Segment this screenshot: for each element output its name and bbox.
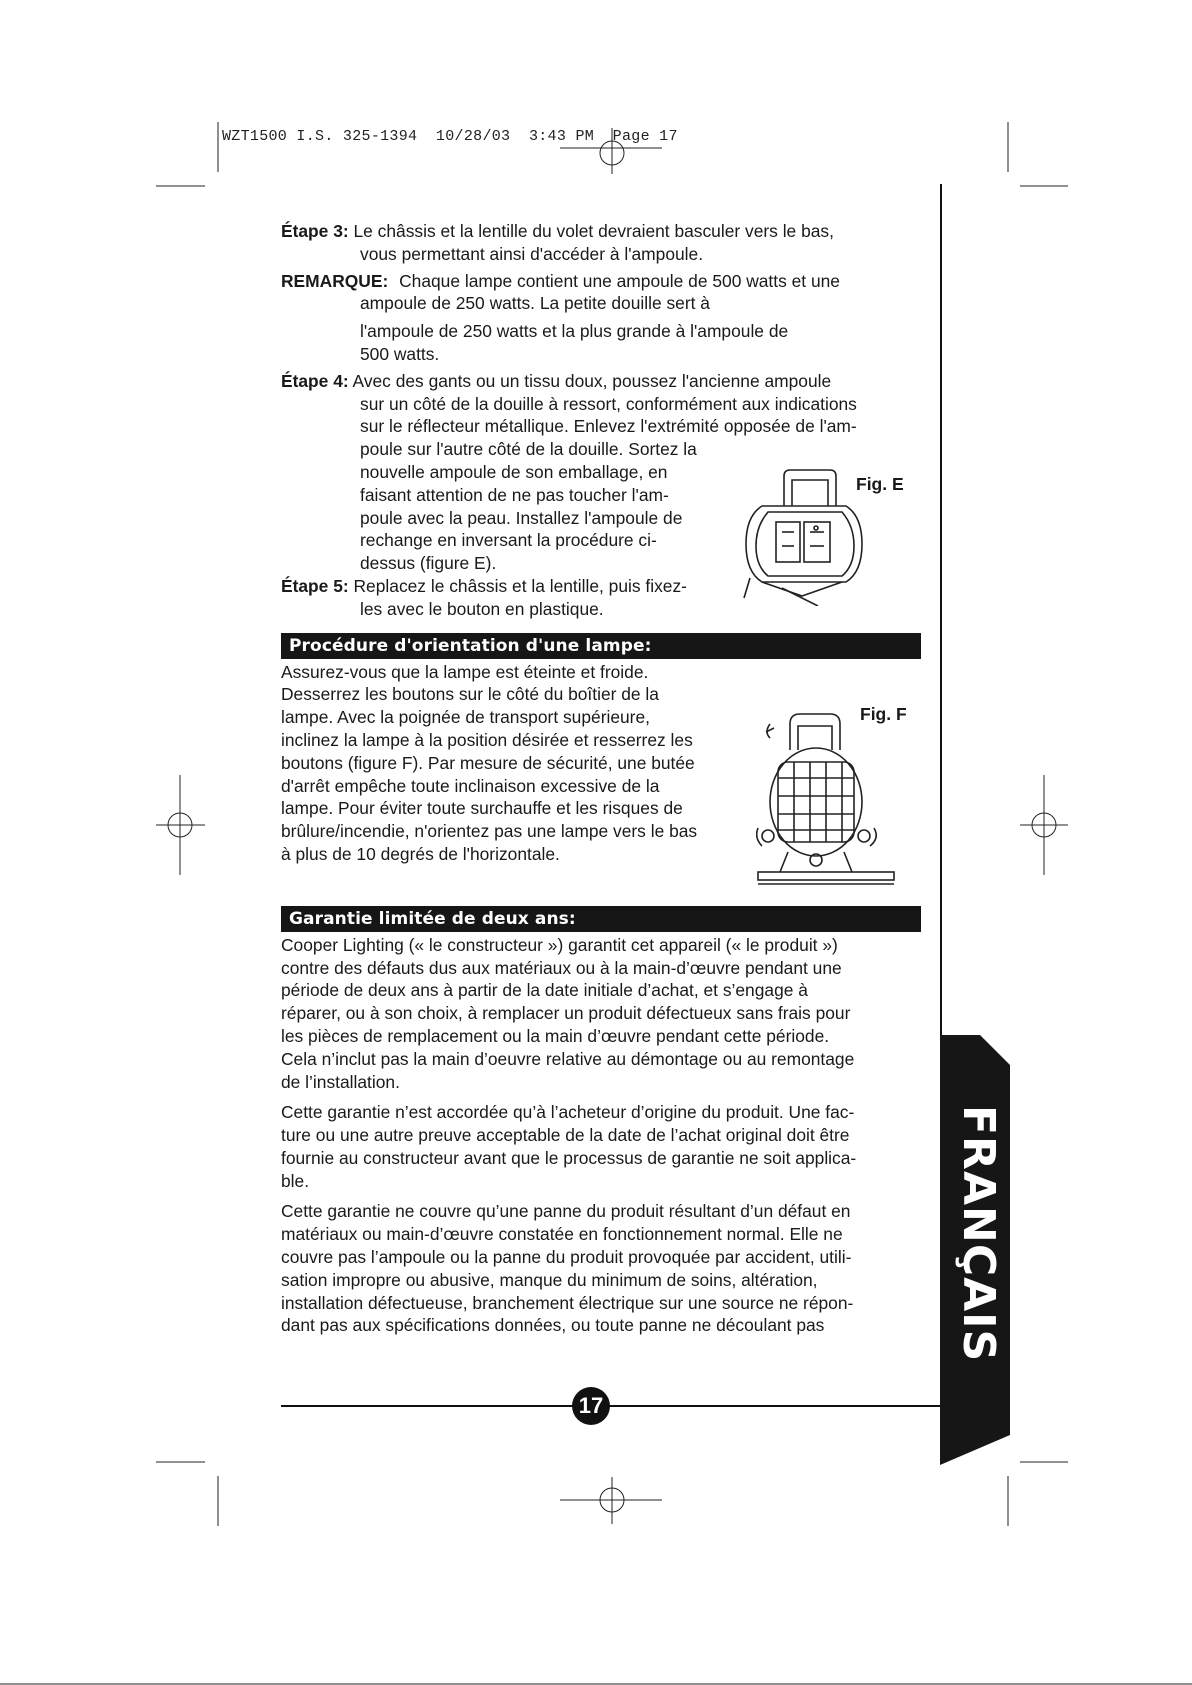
remarque-note [281, 270, 921, 366]
paragraph-line: brûlure/incendie, n'orientez pas une lampe vers le bas [281, 821, 698, 842]
step-4-line: faisant attention de ne pas toucher l'am- [360, 484, 669, 505]
paragraph-line: ble. [281, 1170, 310, 1191]
warranty-paragraph-2 [281, 1101, 921, 1192]
step-4-line: poule sur l'autre côté de la douille. Sortez la [360, 439, 697, 460]
note-line: ampoule de 250 watts. La petite douille sert à [360, 293, 710, 314]
paragraph-line: contre des défauts dus aux matériaux ou à la main-d’œuvre pendant une [281, 957, 842, 978]
fig-f-lamp-illustration [756, 706, 896, 890]
step-5-label: Étape 5: [281, 575, 349, 596]
paragraph-line: couvre pas l’ampoule ou la panne du produit provoquée par accident, utili- [281, 1247, 852, 1268]
paragraph-line: réparer, ou à son choix, à remplacer un produit défectueux sans frais pour [281, 1003, 851, 1024]
paragraph-line: Cela n’inclut pas la main d’oeuvre relative au démontage ou au remontage [281, 1048, 855, 1069]
step-3-label: Étape 3: [281, 221, 349, 241]
paragraph-line: d'arrêt empêche toute inclinaison excessive de la [281, 775, 660, 796]
section-heading-warranty: Garantie limitée de deux ans: [281, 906, 921, 932]
step-4-line: poule avec la peau. Installez l'ampoule de [360, 507, 683, 528]
paragraph-line: installation défectueuse, branchement électrique sur une source ne répon- [281, 1292, 854, 1313]
warranty-paragraph-3 [281, 1200, 921, 1337]
printer-slug-line: WZT1500 I.S. 325-1394 10/28/03 3:43 PM Page 17 [222, 128, 678, 145]
paragraph-line: les pièces de remplacement ou la main d’œuvre pendant cette période. [281, 1025, 830, 1046]
page-number: 17 [572, 1387, 610, 1425]
note-line: Chaque lampe contient une ampoule de 500 watts et une [399, 270, 840, 291]
language-tab-label: FRANÇAIS [953, 1105, 1004, 1363]
step-4-line: sur le réflecteur métallique. Enlevez l'extrémité opposée de l'am- [360, 416, 857, 437]
step-4-line: rechange en inversant la procédure ci- [360, 530, 657, 551]
step-3-line: Le châssis et la lentille du volet devraient basculer vers le bas, [353, 221, 834, 241]
step-4-line: Avec des gants ou un tissu doux, poussez l'ancienne ampoule [352, 370, 832, 391]
note-line: 500 watts. [360, 343, 440, 364]
bottom-rule [281, 1405, 942, 1407]
remarque-label: REMARQUE: [281, 270, 389, 291]
paragraph-line: Assurez-vous que la lampe est éteinte et froide. [281, 661, 649, 682]
step-4-line: sur un côté de la douille à ressort, conformément aux indications [360, 393, 857, 414]
fig-f-label: Fig. F [860, 704, 907, 724]
paragraph-line: inclinez la lampe à la position désirée et resserrez les [281, 729, 693, 750]
paragraph-line: boutons (figure F). Par mesure de sécurité, une butée [281, 752, 695, 773]
step-5-line: Replacez le châssis et la lentille, puis fixez- [353, 575, 687, 596]
fig-e-label: Fig. E [856, 474, 904, 494]
fig-e-lamp-illustration [742, 466, 866, 606]
paragraph-line: lampe. Pour éviter toute surchauffe et les risques de [281, 798, 683, 819]
paragraph-line: lampe. Avec la poignée de transport supérieure, [281, 707, 650, 728]
paragraph-line: sation impropre ou abusive, manque du minimum de soins, altération, [281, 1269, 818, 1290]
paragraph-line: Desserrez les boutons sur le côté du boîtier de la [281, 684, 659, 705]
step-3-line: vous permettant ainsi d'accéder à l'ampoule. [360, 243, 704, 264]
note-line: l'ampoule de 250 watts et la plus grande à l'ampoule de [360, 321, 789, 342]
section-heading-orientation: Procédure d'orientation d'une lampe: [281, 633, 921, 659]
paragraph-line: ture ou une autre preuve acceptable de la date de l’achat original doit être [281, 1125, 850, 1146]
step-4-label: Étape 4: [281, 370, 349, 391]
paragraph-line: matériaux ou main-d’œuvre constatée en fonctionnement normal. Elle ne [281, 1224, 843, 1245]
paragraph-line: à plus de 10 degrés de l'horizontale. [281, 843, 560, 864]
paragraph-line: Cette garantie ne couvre qu’une panne du produit résultant d’un défaut en [281, 1201, 851, 1222]
step-4-line: nouvelle ampoule de son emballage, en [360, 461, 668, 482]
step-5-line: les avec le bouton en plastique. [360, 598, 604, 619]
paragraph-line: dant pas aux spécifications données, ou toute panne ne découlant pas [281, 1315, 825, 1336]
paragraph-line: Cooper Lighting (« le constructeur ») garantit cet appareil (« le produit ») [281, 934, 838, 955]
step-3 [281, 220, 921, 266]
paragraph-line: de l’installation. [281, 1071, 400, 1092]
paragraph-line: fournie au constructeur avant que le processus de garantie ne soit applica- [281, 1147, 857, 1168]
step-4-line: dessus (figure E). [360, 553, 497, 574]
paragraph-line: Cette garantie n’est accordée qu’à l’acheteur d’origine du produit. Une fac- [281, 1102, 855, 1123]
warranty-paragraph-1 [281, 934, 921, 1094]
paragraph-line: période de deux ans à partir de la date initiale d’achat, et s’engage à [281, 980, 808, 1001]
